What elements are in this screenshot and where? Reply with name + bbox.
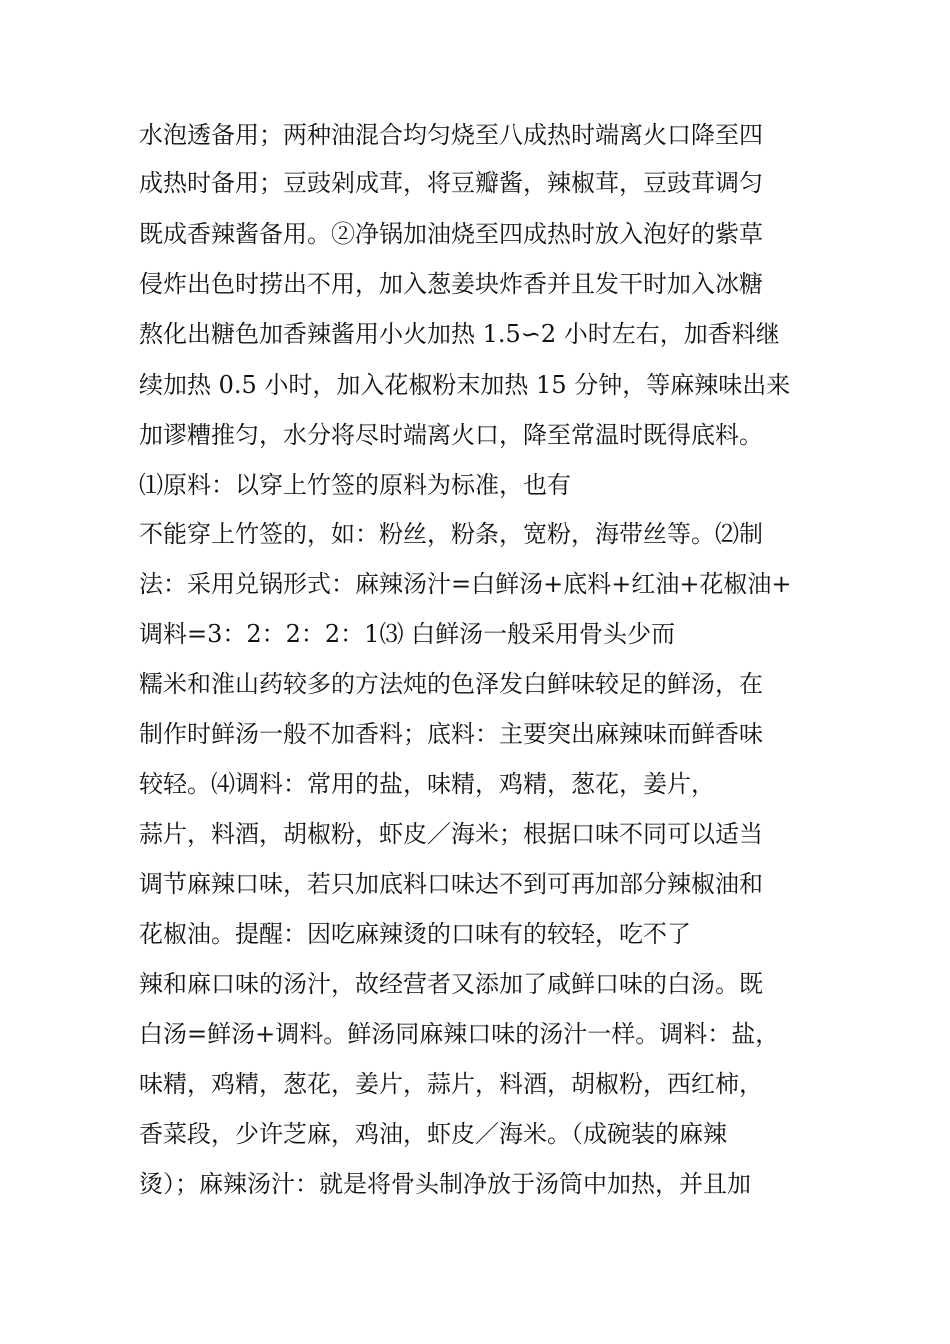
text-line-17: 花椒油。提醒：因吃麻辣烫的口味有的较轻，吃不了: [139, 920, 691, 948]
text-line-4: 侵炸出色时捞出不用，加入葱姜块炸香并且发干时加入冰糖: [139, 270, 763, 298]
text-line-2: 成热时备用；豆豉剁成茸，将豆瓣酱，辣椒茸，豆豉茸调匀: [139, 169, 763, 197]
text-line-18: 辣和麻口味的汤汁，故经营者又添加了咸鲜口味的白汤。既: [139, 970, 763, 998]
text-line-11: 调料=3：2：2：2：1⑶ 白鲜汤一般采用骨头少而: [139, 620, 676, 648]
text-line-9: 不能穿上竹签的，如：粉丝，粉条，宽粉，海带丝等。⑵制: [139, 520, 763, 548]
text-line-13: 制作时鲜汤一般不加香料；底料：主要突出麻辣味而鲜香味: [139, 720, 763, 748]
text-line-12: 糯米和淮山药较多的方法炖的色泽发白鲜味较足的鲜汤，在: [139, 670, 763, 698]
text-line-10: 法：采用兑锅形式：麻辣汤汁=白鲜汤+底料+红油+花椒油+: [139, 570, 792, 598]
text-line-19: 白汤=鲜汤+调料。鲜汤同麻辣口味的汤汁一样。调料：盐，: [139, 1020, 780, 1048]
text-line-22: 烫）；麻辣汤汁：就是将骨头制净放于汤筒中加热，并且加: [139, 1170, 751, 1198]
text-line-1: 水泡透备用；两种油混合均匀烧至八成热时端离火口降至四: [139, 121, 763, 149]
text-line-14: 较轻。⑷调料：常用的盐，味精，鸡精，葱花，姜片，: [139, 770, 715, 798]
text-line-16: 调节麻辣口味，若只加底料口味达不到可再加部分辣椒油和: [139, 870, 763, 898]
text-line-15: 蒜片，料酒，胡椒粉，虾皮／海米；根据口味不同可以适当: [139, 820, 763, 848]
text-line-21: 香菜段，少许芝麻，鸡油，虾皮／海米。（成碗装的麻辣: [139, 1120, 727, 1148]
text-line-7: 加谬糟推匀，水分将尽时端离火口，降至常温时既得底料。: [139, 421, 763, 449]
text-line-20: 味精，鸡精，葱花，姜片，蒜片，料酒，胡椒粉，西红柿，: [139, 1070, 763, 1098]
text-line-3: 既成香辣酱备用。②净锅加油烧至四成热时放入泡好的紫草: [139, 220, 763, 248]
text-line-5: 熬化出糖色加香辣酱用小火加热 1.5∽2 小时左右，加香料继: [139, 320, 780, 348]
text-line-6: 续加热 0.5 小时，加入花椒粉末加热 15 分钟，等麻辣味出来: [139, 371, 791, 399]
text-line-8: ⑴原料：以穿上竹签的原料为标准，也有: [139, 471, 571, 499]
